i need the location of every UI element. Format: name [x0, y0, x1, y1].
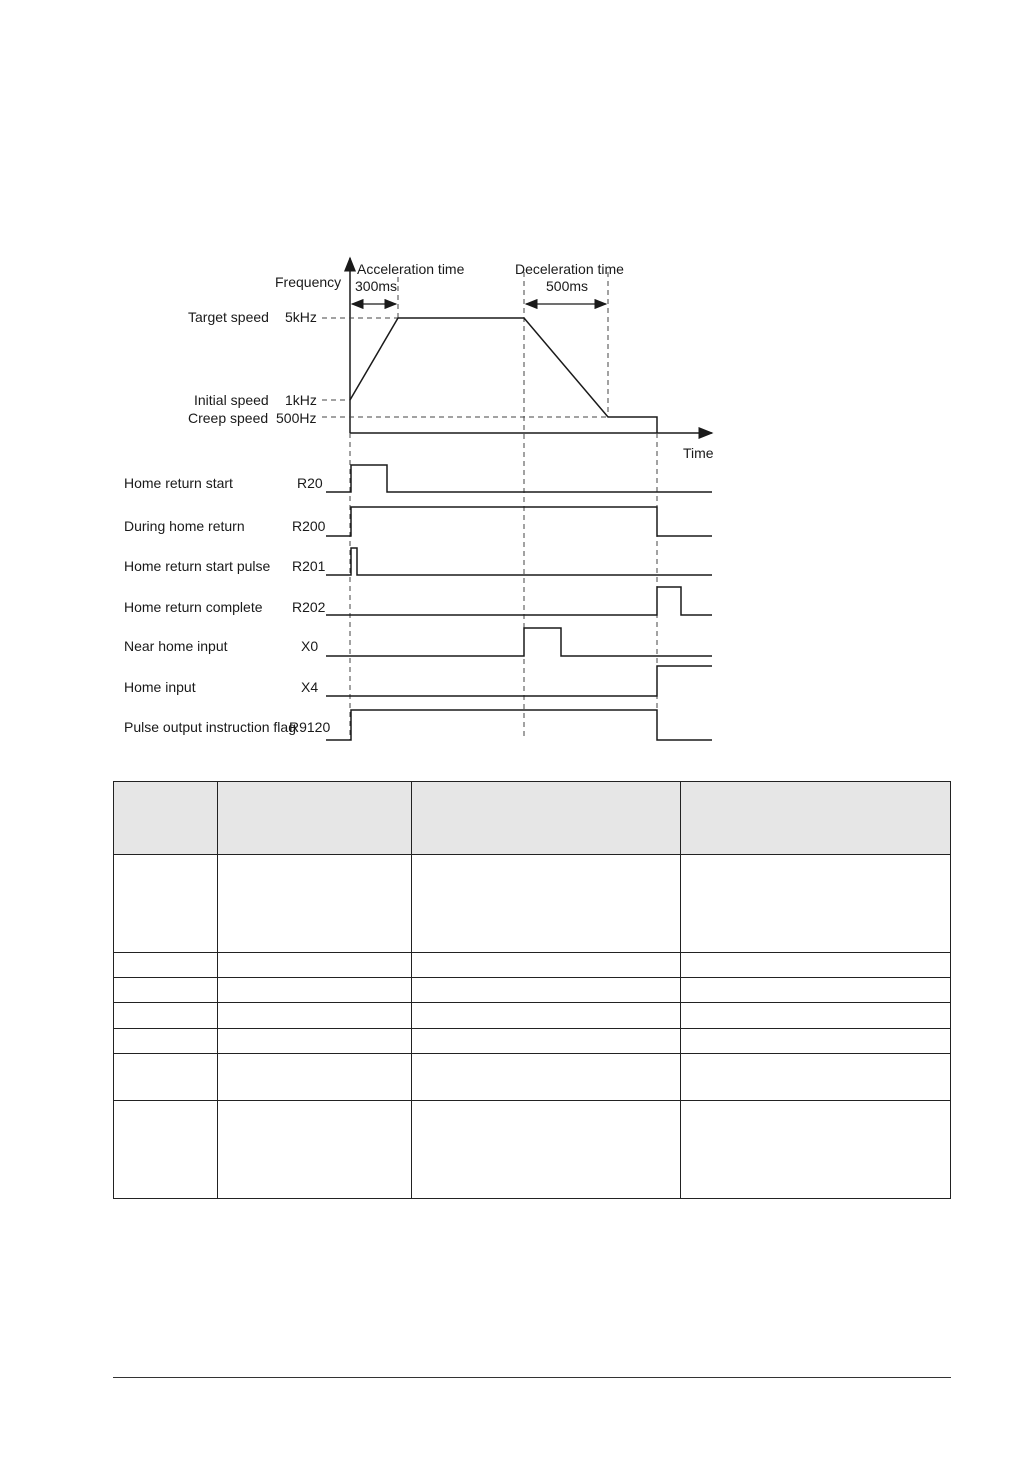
table-cell — [114, 1003, 218, 1028]
signal-labels — [124, 475, 330, 735]
signal-device: R201 — [292, 558, 326, 574]
table-row — [114, 1101, 951, 1199]
table-row — [114, 952, 951, 977]
signal-name: During home return — [124, 518, 245, 534]
table-header-cell — [218, 782, 412, 855]
table-row — [114, 855, 951, 953]
speed-profile-line — [350, 318, 657, 433]
table-cell — [412, 978, 681, 1003]
signal-device: X0 — [301, 638, 319, 654]
x0-waveform — [326, 628, 712, 656]
table-header-cell — [114, 782, 218, 855]
table-cell — [114, 952, 218, 977]
table-cell — [681, 1028, 951, 1053]
target-speed-label: Target speed — [188, 309, 269, 325]
table-cell — [218, 952, 412, 977]
time-axis-label: Time — [683, 445, 714, 461]
table-row — [114, 1053, 951, 1100]
table-cell — [114, 978, 218, 1003]
table-cell — [681, 1053, 951, 1100]
table-cell — [218, 978, 412, 1003]
table-cell — [218, 1028, 412, 1053]
x4-waveform — [326, 666, 712, 696]
frequency-axis-label: Frequency — [275, 274, 342, 290]
table-cell — [114, 855, 218, 953]
signal-name: Home input — [124, 679, 196, 695]
target-speed-value: 5kHz — [285, 309, 317, 325]
table-cell — [412, 1053, 681, 1100]
decel-time-label: Deceleration time — [515, 261, 624, 277]
decel-time-value: 500ms — [546, 278, 589, 294]
signal-device: R202 — [292, 599, 326, 615]
signal-name: Home return start pulse — [124, 558, 271, 574]
table-cell — [412, 952, 681, 977]
signal-name: Pulse output instruction flag — [124, 719, 296, 735]
table-cell — [681, 978, 951, 1003]
r201-waveform — [326, 548, 712, 575]
signal-device: R9120 — [289, 719, 331, 735]
table-header-cell — [681, 782, 951, 855]
parameter-table — [113, 781, 951, 1199]
r202-waveform — [326, 587, 712, 615]
r9120-waveform — [326, 710, 712, 740]
table-header-cell — [412, 782, 681, 855]
table-cell — [412, 1003, 681, 1028]
signal-device: R200 — [292, 518, 326, 534]
table-cell — [218, 1101, 412, 1199]
table-cell — [114, 1101, 218, 1199]
table-row — [114, 1003, 951, 1028]
table-cell — [412, 1028, 681, 1053]
table-cell — [681, 1101, 951, 1199]
table-header-row — [114, 782, 951, 855]
table-cell — [114, 1028, 218, 1053]
table-cell — [218, 855, 412, 953]
table-row — [114, 978, 951, 1003]
table-cell — [681, 1003, 951, 1028]
creep-speed-label: Creep speed — [188, 410, 269, 426]
r200-waveform — [326, 507, 712, 536]
table-cell — [114, 1053, 218, 1100]
footer-divider — [113, 1377, 951, 1378]
table-cell — [681, 855, 951, 953]
table-cell — [412, 855, 681, 953]
creep-speed-value: 500Hz — [276, 410, 317, 426]
table-cell — [681, 952, 951, 977]
accel-time-value: 300ms — [355, 278, 398, 294]
signal-device: X4 — [301, 679, 319, 695]
r20-waveform — [326, 465, 712, 492]
table-cell — [218, 1003, 412, 1028]
table-row — [114, 1028, 951, 1053]
signal-device: R20 — [297, 475, 323, 491]
initial-speed-label: Initial speed — [194, 392, 269, 408]
accel-time-label: Acceleration time — [357, 261, 465, 277]
signal-name: Near home input — [124, 638, 228, 654]
signal-name: Home return start — [124, 475, 233, 491]
table-cell — [218, 1053, 412, 1100]
table-cell — [412, 1101, 681, 1199]
signal-name: Home return complete — [124, 599, 263, 615]
initial-speed-value: 1kHz — [285, 392, 317, 408]
